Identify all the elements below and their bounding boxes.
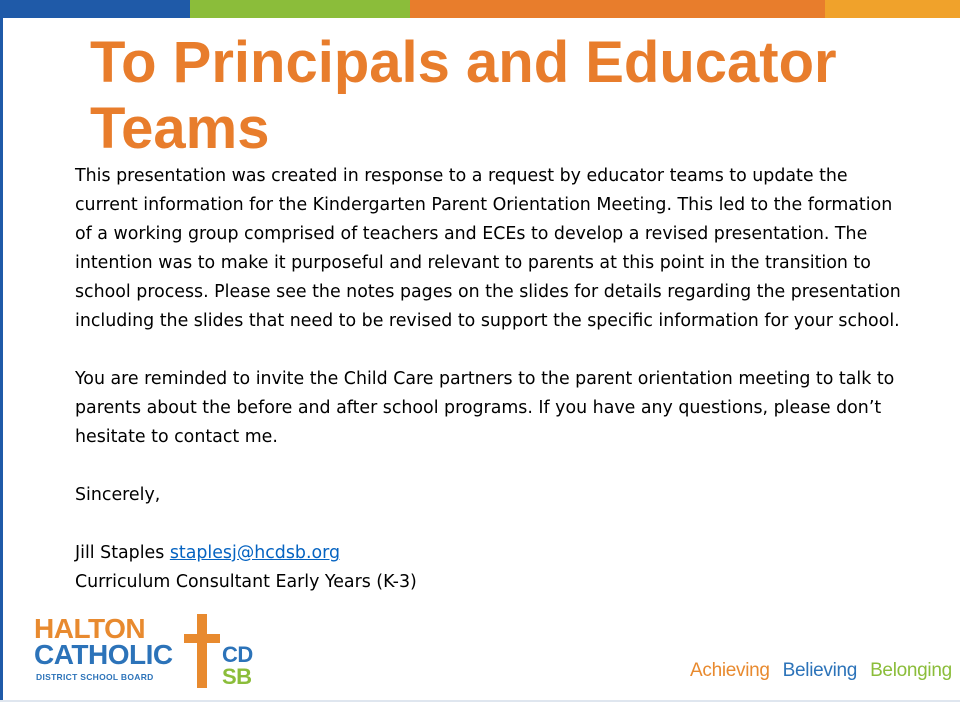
signer-name: Jill Staples	[75, 543, 165, 563]
letter-paragraph-2: You are reminded to invite the Child Care partners to the parent orientation meeting to talk to parents about the before and after school programs. If you have any questions, please don’t hesitate to contact me.	[75, 369, 895, 447]
logo-sb: SB	[222, 664, 252, 689]
tagline-achieving: Achieving	[690, 660, 770, 681]
top-bar-amber-segment	[825, 0, 960, 18]
top-bar-blue-segment	[0, 0, 190, 18]
tagline-belonging: Belonging	[870, 660, 952, 681]
logo-line-halton: HALTON	[34, 613, 146, 644]
page-title: To Principals and Educator Teams	[90, 30, 837, 161]
signature-line	[75, 539, 905, 568]
letter-paragraph-1: This presentation was created in response to a request by educator teams to update the current information for the Kindergarten Parent Orientation Meeting. This led to the formation of a working group comprised of teachers and ECEs to develop a revised presentation. The intention was to make it purposeful and relevant to parents at this point in the transition to school process. Please see the notes pages on the slides for details regarding the presentation including the slides that need to be revised to support the specific information for your school.	[75, 166, 901, 331]
halton-catholic-logo	[34, 613, 253, 690]
tagline	[690, 660, 960, 682]
cross-icon	[184, 614, 220, 688]
letter-body	[75, 162, 905, 597]
logo-cdsb-mark	[222, 644, 253, 688]
tagline-believing: Believing	[782, 660, 858, 681]
top-color-bar	[0, 0, 960, 18]
signer-email-link[interactable]: staplesj@hcdsb.org	[169, 543, 340, 563]
logo-cd: CD	[222, 642, 253, 667]
letter-closing: Sincerely,	[75, 485, 161, 505]
top-bar-green-segment	[190, 0, 410, 18]
bottom-divider	[0, 700, 960, 702]
logo-subline: DISTRICT SCHOOL BOARD	[36, 672, 154, 682]
top-bar-orange-segment	[410, 0, 825, 18]
logo-line-catholic: CATHOLIC	[34, 639, 173, 670]
left-accent-rule	[0, 18, 3, 702]
signer-title: Curriculum Consultant Early Years (K-3)	[75, 572, 417, 592]
